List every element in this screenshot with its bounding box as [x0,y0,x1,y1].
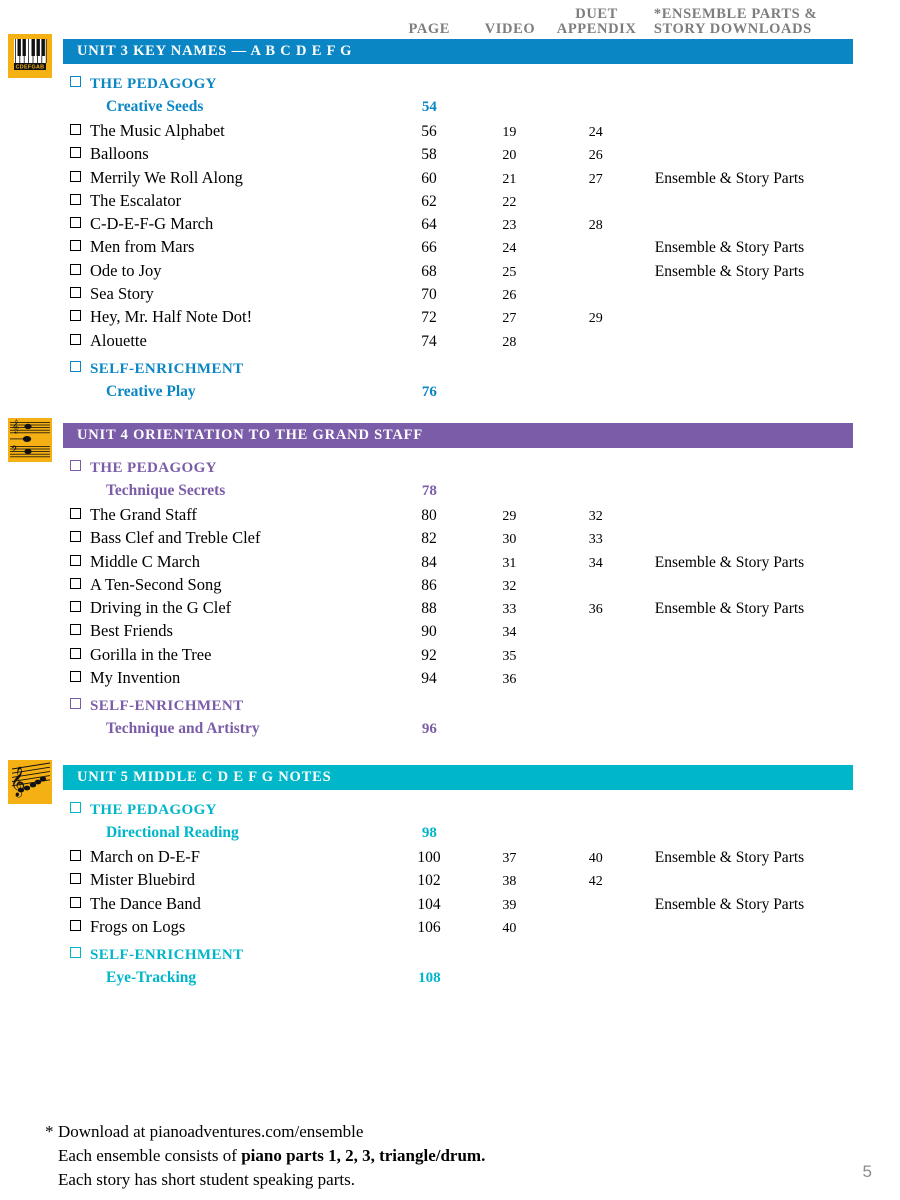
piece-title: Alouette [90,330,147,350]
enrichment-page: 96 [421,721,437,738]
piece-duet-appendix: 34 [588,555,603,571]
piece-title: Hey, Mr. Half Note Dot! [90,307,253,327]
piece-title: Gorilla in the Tree [90,644,212,664]
checkbox-icon[interactable] [70,287,81,298]
piece-row[interactable] [0,261,900,284]
piece-row[interactable] [0,621,900,644]
piece-page: 82 [421,530,437,548]
piece-title: The Music Alphabet [90,121,225,140]
checkbox-icon[interactable] [70,508,81,519]
unit-banner[interactable] [63,765,853,790]
self-enrichment-section-header [0,698,900,720]
unit-rows [0,802,900,992]
unit-header-row [0,760,900,802]
piece-title: Middle C March [90,551,200,571]
piece-row[interactable] [0,575,900,598]
piece-page: 60 [421,169,437,187]
piece-page: 100 [417,849,441,866]
piece-title: Mister Bluebird [90,870,195,890]
piece-page: 92 [421,646,437,664]
pedagogy-title: Creative Seeds [106,98,204,115]
piece-video: 19 [502,125,517,140]
piece-video: 32 [502,578,517,594]
piece-ensemble-parts: Ensemble & Story Parts [654,169,805,187]
piece-video: 28 [502,334,517,350]
checkbox-icon[interactable] [70,310,81,321]
piece-page: 80 [421,507,437,524]
pedagogy-section-header [0,76,900,98]
piece-ensemble-parts: Ensemble & Story Parts [654,239,805,257]
checkbox-icon[interactable] [70,578,81,589]
checkbox-icon[interactable] [70,240,81,251]
piece-page: 64 [421,216,437,234]
piece-row[interactable] [0,331,900,354]
footnote-asterisk: * [45,1122,54,1141]
unit-banner-label: UNIT 5 MIDDLE C D E F G NOTES [77,769,332,785]
piece-page: 106 [417,918,441,936]
svg-text:𝄢: 𝄢 [11,445,19,457]
piece-ensemble-parts: Ensemble & Story Parts [654,600,805,618]
piece-title: Sea Story [90,284,154,304]
piece-page: 86 [421,576,437,594]
checkbox-icon[interactable] [70,897,81,908]
self-enrichment-title-row[interactable] [0,969,900,992]
unit-banner[interactable] [63,423,853,448]
unit-banner-label: UNIT 4 ORIENTATION TO THE GRAND STAFF [77,427,423,443]
piece-page: 68 [421,262,437,280]
footnote-line-2 [58,1144,485,1168]
unit-banner-label: UNIT 3 KEY NAMES — A B C D E F G [77,43,353,59]
checkbox-icon[interactable] [70,147,81,158]
piece-row[interactable] [0,505,900,528]
svg-text:𝄞: 𝄞 [10,767,26,796]
checkbox-icon[interactable] [70,624,81,635]
piece-video: 39 [502,897,517,913]
footnote-ensemble-prefix: Each ensemble consists of [58,1146,242,1166]
checkbox-icon[interactable] [70,76,81,87]
piece-title: The Dance Band [90,893,201,913]
self-enrichment-label: SELF-ENRICHMENT [90,947,244,964]
piece-row[interactable] [0,214,900,237]
checkbox-icon[interactable] [70,671,81,682]
piece-page: 90 [421,623,437,641]
piece-duet-appendix: 42 [588,874,603,890]
piece-video: 34 [502,625,517,641]
piece-title: My Invention [90,668,181,688]
checkbox-icon[interactable] [70,264,81,275]
unit-block-3 [0,34,900,406]
piece-video: 31 [502,555,517,571]
pedagogy-title-row[interactable] [0,824,900,847]
checkbox-icon[interactable] [70,361,81,372]
pedagogy-page: 98 [421,825,437,841]
piece-video: 21 [502,171,517,187]
footnote-download-text: Download at pianoadventures.com/ensemble [58,1122,364,1141]
piece-page: 70 [421,286,437,304]
piece-page: 58 [421,146,437,164]
checkbox-icon[interactable] [70,920,81,931]
piece-title: Ode to Joy [90,260,162,280]
checkbox-icon[interactable] [70,601,81,612]
column-header-duet-line2: APPENDIX [556,21,637,38]
column-header-video: VIDEO [484,21,536,38]
checkbox-icon[interactable] [70,194,81,205]
unit-block-4 [0,418,900,743]
piece-video: 20 [502,148,517,164]
piece-title: Balloons [90,144,149,164]
column-header-page: PAGE [408,21,451,38]
pedagogy-label: THE PEDAGOGY [90,460,217,476]
table-column-headers [0,0,900,38]
piece-row[interactable] [0,870,900,893]
piece-title: March on D-E-F [90,847,200,866]
piece-video: 35 [502,648,517,664]
checkbox-icon[interactable] [70,124,81,135]
piece-page: 94 [421,670,437,688]
piece-duet-appendix: 26 [588,148,603,164]
checkbox-icon[interactable] [70,555,81,566]
svg-text:𝄞: 𝄞 [12,419,20,433]
self-enrichment-section-header [0,947,900,969]
piece-duet-appendix: 33 [588,532,603,548]
piece-page: 102 [417,872,441,890]
checkbox-icon[interactable] [70,850,81,861]
piece-video: 25 [502,264,517,280]
self-enrichment-label: SELF-ENRICHMENT [90,698,244,715]
self-enrichment-title: Technique and Artistry [106,720,260,738]
footnote-ensemble-bold: piano parts 1, 2, 3, triangle/drum. [241,1146,486,1166]
piece-duet-appendix: 29 [588,311,603,327]
piece-video: 36 [502,672,517,688]
checkbox-icon[interactable] [70,698,81,709]
pedagogy-label: THE PEDAGOGY [90,76,217,92]
piece-duet-appendix: 36 [588,602,603,618]
piece-video: 29 [502,509,517,524]
piece-row[interactable] [0,284,900,307]
piece-row[interactable] [0,598,900,621]
piece-title: C-D-E-F-G March [90,214,214,234]
unit-rows [0,460,900,743]
piece-duet-appendix: 27 [588,171,603,187]
unit-header-row [0,418,900,460]
checkbox-icon[interactable] [70,531,81,542]
piece-row[interactable] [0,894,900,917]
self-enrichment-title-row[interactable] [0,720,900,743]
checkbox-icon[interactable] [70,334,81,345]
piece-title: Driving in the G Clef [90,598,232,618]
piece-title: Bass Clef and Treble Clef [90,528,261,548]
pedagogy-title-row[interactable] [0,482,900,505]
pedagogy-section-header [0,460,900,482]
unit-rows [0,76,900,406]
row-spacer [0,354,900,361]
column-header-ensemble-line1: *ENSEMBLE PARTS & [653,5,818,22]
enrichment-page: 76 [421,383,437,400]
piece-row[interactable] [0,917,900,940]
piece-video: 22 [502,194,517,210]
self-enrichment-label: SELF-ENRICHMENT [90,360,244,377]
self-enrichment-section-header [0,361,900,383]
piece-title: Men from Mars [90,237,195,257]
piece-row[interactable] [0,645,900,668]
piece-page: 84 [421,553,437,571]
piece-video: 40 [502,920,517,936]
row-spacer [0,940,900,947]
pedagogy-title-row[interactable] [0,98,900,121]
piece-title: A Ten-Second Song [90,574,222,594]
row-spacer [0,691,900,698]
self-enrichment-title: Creative Play [106,382,196,400]
piece-video: 33 [502,602,517,618]
piece-title: Frogs on Logs [90,916,186,936]
footnote-line-1 [45,1120,485,1144]
piece-title: Merrily We Roll Along [90,167,243,187]
piece-row[interactable] [0,552,900,575]
svg-text:CDEFGAB: CDEFGAB [15,64,45,71]
unit-banner[interactable] [63,39,853,64]
piece-video: 23 [502,218,517,234]
piece-row[interactable] [0,528,900,551]
unit-header-row [0,34,900,76]
piece-video: 38 [502,874,517,890]
piece-ensemble-parts: Ensemble & Story Parts [654,849,805,866]
checkbox-icon[interactable] [70,217,81,228]
piece-title: The Escalator [90,190,182,210]
piece-video: 24 [502,241,517,257]
piece-duet-appendix: 24 [588,125,603,140]
piece-page: 74 [421,332,437,350]
self-enrichment-title: Eye-Tracking [106,969,197,987]
piece-page: 72 [421,309,437,327]
footnote [45,1120,486,1192]
piece-row[interactable] [0,144,900,167]
piece-video: 26 [502,288,517,304]
piece-duet-appendix: 28 [588,218,603,234]
piece-video: 27 [502,311,517,327]
piece-page: 104 [417,895,441,913]
column-header-duet-line1: DUET [575,5,618,22]
piece-row[interactable] [0,121,900,144]
pedagogy-title: Directional Reading [106,824,239,841]
piece-page: 62 [421,192,437,210]
piece-row[interactable] [0,237,900,260]
piece-page: 66 [421,239,437,257]
pedagogy-section-header [0,802,900,824]
piece-video: 30 [502,532,517,548]
piano-keyboard-cdefgab-icon [8,34,52,78]
checkbox-icon[interactable] [70,873,81,884]
checkbox-icon[interactable] [70,947,81,958]
piece-row[interactable] [0,668,900,691]
footnote-line-3: Each story has short student speaking parts. [58,1170,355,1190]
checkbox-icon[interactable] [70,802,81,813]
piece-page: 88 [421,600,437,618]
checkbox-icon[interactable] [70,648,81,659]
self-enrichment-title-row[interactable] [0,383,900,406]
piece-video: 37 [502,851,517,866]
treble-clef-ascending-notes-icon [8,760,52,804]
piece-row[interactable] [0,307,900,330]
piece-duet-appendix: 32 [588,509,603,524]
enrichment-page: 108 [418,970,441,987]
piece-ensemble-parts: Ensemble & Story Parts [654,553,805,571]
piece-row[interactable] [0,191,900,214]
pedagogy-page: 78 [421,483,437,499]
piece-row[interactable] [0,847,900,870]
piece-page: 56 [421,123,437,140]
piece-ensemble-parts: Ensemble & Story Parts [654,262,805,280]
page-number: 5 [862,1162,872,1181]
piece-row[interactable] [0,168,900,191]
piece-title: The Grand Staff [90,505,197,524]
piece-ensemble-parts: Ensemble & Story Parts [654,895,805,913]
pedagogy-title: Technique Secrets [106,482,226,499]
pedagogy-label: THE PEDAGOGY [90,802,217,818]
checkbox-icon[interactable] [70,460,81,471]
checkbox-icon[interactable] [70,171,81,182]
piece-duet-appendix: 40 [588,851,603,866]
column-header-ensemble-line2: STORY DOWNLOADS [653,21,812,38]
pedagogy-page: 54 [421,99,437,115]
unit-block-5 [0,760,900,992]
grand-staff-icon [8,418,52,462]
piece-title: Best Friends [90,621,173,641]
